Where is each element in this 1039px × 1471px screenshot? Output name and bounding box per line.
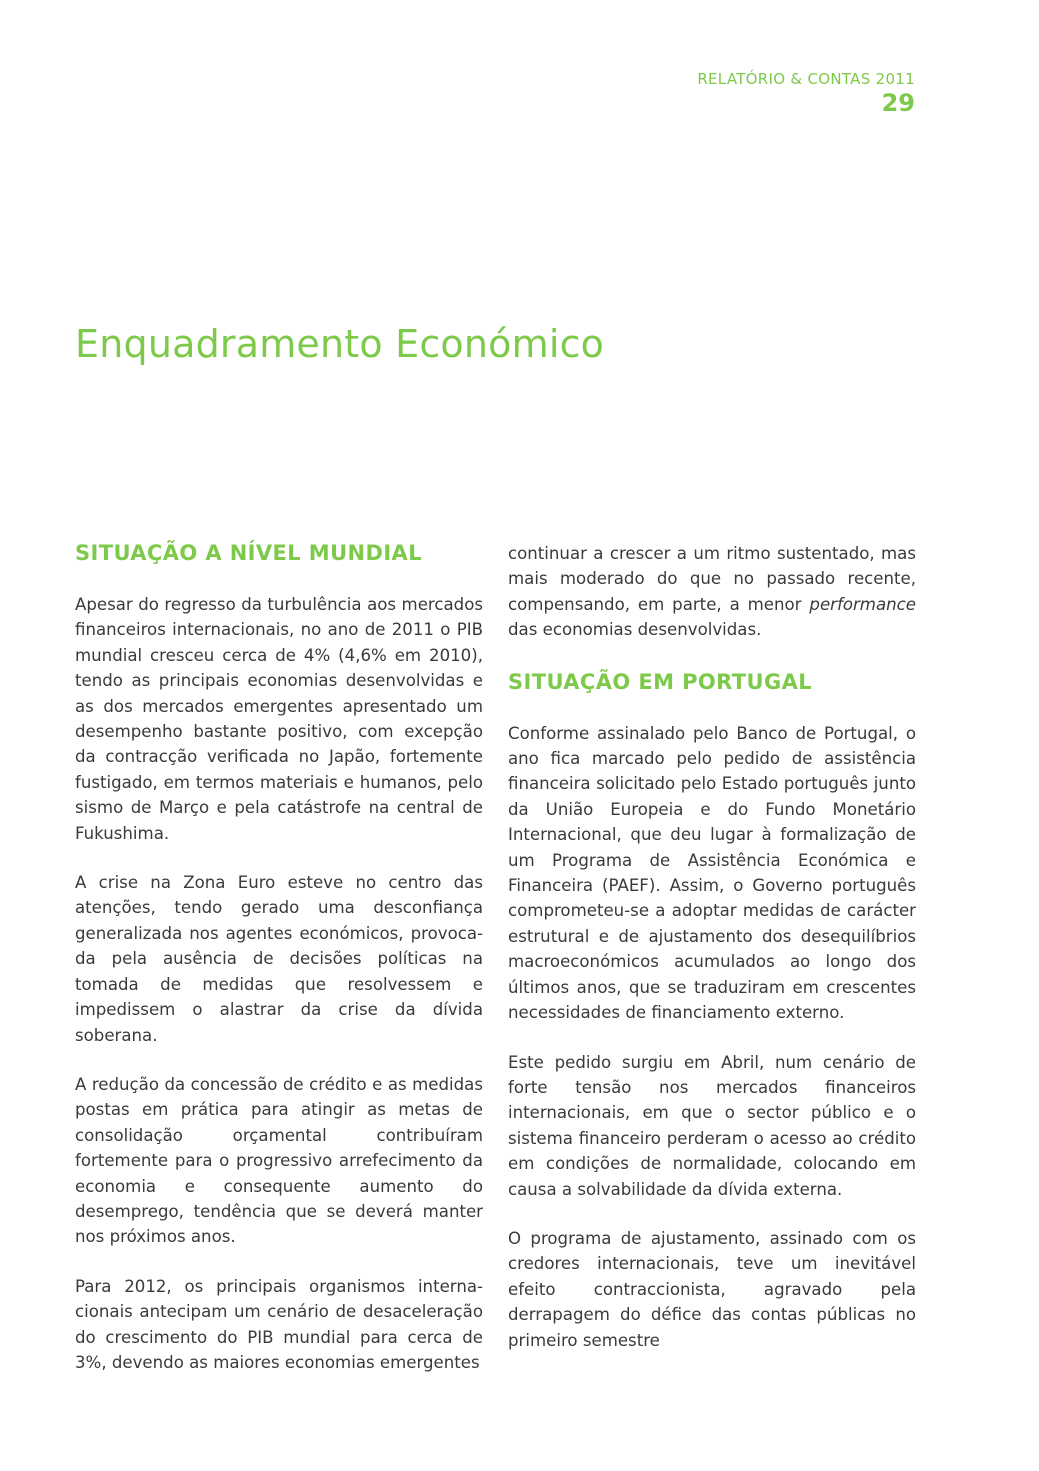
left-column	[75, 538, 483, 1375]
paragraph: A redução da concessão de crédito e as medidas postas em prática para atingir as metas de consolidação orçamental contribuíram fortemente para o progressivo arrefecimento da economia e consequente aumento do desemprego, tendência que se deverá manter nos próximos anos.	[75, 1074, 483, 1247]
report-title: RELATÓRIO & CONTAS 2011	[697, 70, 915, 88]
paragraph: A crise na Zona Euro esteve no centro das atenções, tendo gerado uma desconfiança generalizada nos agentes económicos, provoca-da pela ausência de decisões políticas na tomada de medidas que resolvessem e impedissem o alastrar da crise da dívida soberana.	[75, 873, 483, 1045]
paragraph: Apesar do regresso da turbulência aos mercados financeiros internacionais, no ano de 2011 o PIB mundial cresceu cerca de 4% (4,6% em 2010), tendo as principais economias desenvolvidas e as dos mercados emergentes apresentado um desempenho bastante positivo, com excepção da contracção verificada no Japão, fortemente fustigado, em termos materiais e humanos, pelo sismo de Março e pela catástrofe na central de Fukushima.	[75, 595, 483, 843]
paragraph: Este pedido surgiu em Abril, num cenário de forte tensão nos mercados financeiros internacionais, em que o sector público e o sistema financeiro perderam o acesso ao crédito em condições de normalidade, colocando em causa a solvabilidade da dívida externa.	[508, 1052, 916, 1199]
paragraph: Conforme assinalado pelo Banco de Portugal, o ano fica marcado pelo pedido de assistência financeira solicitado pelo Estado português junto da União Europeia e do Fundo Monetário Internacional, que deu lugar à formalização de um Programa de Assistência Económica e Financeira (PAEF). Assim, o Governo português comprometeu-se a adoptar medidas de carácter estrutural e de ajustamento dos desequilíbrios macroeconómicos acumulados ao longo dos últimos anos, que se traduziram em crescentes necessidades de financiamento externo.	[508, 723, 916, 1023]
text-run: continuar a crescer a um ritmo sustentado, mas mais moderado do que no passado recente, compensando, em parte, a menor	[508, 544, 916, 614]
section-heading-portugal: SITUAÇÃO EM PORTUGAL	[508, 669, 813, 694]
section-heading-world: SITUAÇÃO A NÍVEL MUNDIAL	[75, 541, 422, 565]
right-column	[508, 541, 916, 1353]
continued-paragraph	[508, 541, 916, 643]
page-number: 29	[881, 89, 915, 117]
paragraph: Para 2012, os principais organismos interna-cionais antecipam um cenário de desaceleração do crescimento do PIB mundial para cerca de 3%, devendo as maiores economias emergentes	[75, 1276, 483, 1372]
paragraph: O programa de ajustamento, assinado com os credores internacionais, teve um inevitável efeito contraccionista, agravado pela derrapagem do défice das contas públicas no primeiro semestre	[508, 1228, 916, 1350]
page-title: Enquadramento Económico	[75, 322, 605, 366]
text-run: das economias desenvolvidas.	[508, 620, 762, 640]
running-header	[697, 68, 915, 116]
italic-term: performance	[809, 594, 916, 614]
